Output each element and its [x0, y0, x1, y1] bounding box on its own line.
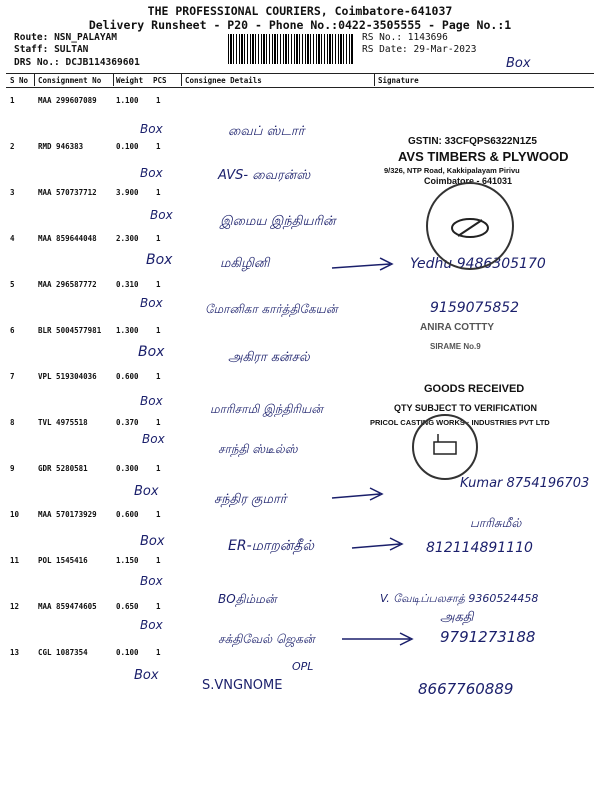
row-weight: 0.300: [116, 464, 139, 473]
row-weight: 0.100: [116, 648, 139, 657]
col-header-sno: S No: [10, 76, 29, 85]
row-weight: 0.310: [116, 280, 139, 289]
row-sno: 12: [10, 602, 20, 611]
row-weight: 0.100: [116, 142, 139, 151]
col-divider: [34, 74, 35, 86]
row-pcs: 1: [156, 234, 161, 243]
row-consignment: MAA 296587772: [38, 280, 97, 289]
arrow-icon: [350, 530, 410, 560]
row-pcs: 1: [156, 280, 161, 289]
row-sno: 5: [10, 280, 15, 289]
factory-icon: [414, 416, 476, 478]
row-consignee-name: சக்திவேல் ஜெகன்: [218, 632, 315, 646]
table-row: [0, 602, 600, 648]
row-pcs: 1: [156, 372, 161, 381]
table-row: [0, 280, 600, 326]
row-consignee-name: மகிழினி: [220, 256, 270, 271]
row-consignee-name: வைப் ஸ்டார்: [228, 124, 305, 139]
row-consignment: MAA 859474605: [38, 602, 97, 611]
row-signature: V. வேடிப்பலசாத் 9360524458: [380, 592, 539, 605]
row-consignee-name: BOதிம்மன்: [218, 592, 277, 606]
row-box-note: Box: [140, 296, 163, 310]
col-header-consignee: Consignee Details: [185, 76, 262, 85]
row-pcs: 1: [156, 142, 161, 151]
route-line: [14, 32, 117, 43]
row-sno: 4: [10, 234, 15, 243]
goods-received-stamp: GOODS RECEIVED: [424, 383, 525, 395]
row-consignment: CGL 1087354: [38, 648, 88, 657]
round-seal-top: [426, 182, 514, 270]
row-pcs: 1: [156, 418, 161, 427]
row-box-note: Box: [142, 432, 165, 446]
row-box-note: Box: [140, 618, 163, 632]
row-signature: 9159075852: [430, 300, 520, 316]
row-pcs: 1: [156, 464, 161, 473]
row-signature: 812114891110: [426, 540, 533, 556]
col-divider: [181, 74, 182, 86]
rs-date-line: [362, 44, 476, 55]
row-sno: 11: [10, 556, 20, 565]
row-box-note: Box: [134, 484, 159, 499]
row-consignee-name: சந்திர குமார்: [214, 492, 287, 507]
row-consignment: MAA 299607089: [38, 96, 97, 105]
table-row: [0, 326, 600, 372]
row-box-note: Box: [140, 122, 163, 136]
row-consignment: MAA 570737712: [38, 188, 97, 197]
row10-extra-note: பாரிசுமீல்: [470, 516, 522, 530]
avs-name-stamp: AVS TIMBERS & PLYWOOD: [398, 149, 569, 164]
drs-label: DRS No.:: [14, 57, 60, 68]
row-box-note: Box: [140, 574, 163, 588]
row-consignee-name: S.VNGNOME: [202, 678, 283, 693]
row-box-note: Box: [150, 208, 173, 222]
row-sno: 10: [10, 510, 20, 519]
staff-value: SULTAN: [54, 44, 89, 55]
row-weight: 1.300: [116, 326, 139, 335]
avs-address-line2: Coimbatore - 641031: [424, 176, 513, 186]
row-box-note: Box: [146, 252, 173, 268]
row-weight: 1.150: [116, 556, 139, 565]
row-box-note: Box: [140, 534, 165, 549]
gstin-stamp: GSTIN: 33CFQPS6322N1Z5: [408, 136, 537, 147]
row-box-note: Box: [140, 394, 163, 408]
row12-extra-note: அகதி: [440, 610, 474, 625]
row-consignee-name: இமைய இந்தியரின்: [220, 214, 336, 229]
rs-no-line: [362, 32, 448, 43]
row-signature: 8667760889: [418, 680, 514, 698]
drs-value: DCJB114369601: [65, 57, 140, 68]
tool-icon: [428, 184, 512, 268]
route-value: NSN_PALAYAM: [54, 32, 117, 43]
barcode: [228, 34, 354, 64]
row-sno: 6: [10, 326, 15, 335]
row-consignee-name: ER-மாறன்தீல்: [228, 538, 315, 554]
castings-stamp: PRICOL CASTING WORKS · INDUSTRIES PVT LTD: [370, 418, 550, 427]
row-consignment: BLR 5004577981: [38, 326, 102, 335]
row-consignee-name: அகிரா கன்சல்: [228, 350, 310, 365]
rs-date-label: RS Date:: [362, 44, 408, 55]
arrow-icon: [340, 625, 420, 655]
top-box-note: Box: [506, 56, 531, 71]
route-label: Route:: [14, 32, 49, 43]
row-consignment: MAA 859644048: [38, 234, 97, 243]
row-signature: Kumar 8754196703: [460, 476, 590, 491]
round-seal-bottom: [412, 414, 478, 480]
row-signature: Yedhu 9486305170: [410, 256, 546, 272]
row-weight: 1.100: [116, 96, 139, 105]
rs-no-value: 1143696: [407, 32, 448, 43]
row-pcs: 1: [156, 326, 161, 335]
row-sno: 2: [10, 142, 15, 151]
anira-stamp: ANIRA COTTTY: [420, 322, 495, 333]
row-consignment: GDR 5280581: [38, 464, 88, 473]
row-weight: 2.300: [116, 234, 139, 243]
header-bottom-rule: [6, 87, 594, 88]
table-row: [0, 464, 600, 510]
row-consignment: VPL 519304036: [38, 372, 97, 381]
row-consignee-name: AVS- வைரன்ஸ்: [218, 168, 311, 183]
rs-date-value: 29-Mar-2023: [413, 44, 477, 55]
company-title: THE PROFESSIONAL COURIERS, Coimbatore-641037: [147, 4, 453, 18]
arrow-icon: [330, 250, 400, 280]
opl-note: OPL: [292, 660, 314, 673]
row-sno: 7: [10, 372, 15, 381]
avs-address-line1: 9/326, NTP Road, Kakkipalayam Pirivu: [384, 166, 520, 175]
runsheet-title: Delivery Runsheet - P20 - Phone No.:0422-3505555 - Page No.:1: [88, 18, 512, 32]
row-sno: 9: [10, 464, 15, 473]
row-weight: 0.650: [116, 602, 139, 611]
sirame-stamp: SIRAME No.9: [430, 342, 481, 351]
col-header-pcs: PCS: [153, 76, 167, 85]
row-sno: 8: [10, 418, 15, 427]
row-consignment: POL 1545416: [38, 556, 88, 565]
row-box-note: Box: [134, 668, 159, 683]
col-divider: [374, 74, 375, 86]
row-pcs: 1: [156, 188, 161, 197]
row-box-note: Box: [140, 166, 163, 180]
row-consignment: MAA 570173929: [38, 510, 97, 519]
row-pcs: 1: [156, 556, 161, 565]
arrow-icon: [330, 480, 390, 510]
rs-no-label: RS No.:: [362, 32, 403, 43]
row-weight: 0.370: [116, 418, 139, 427]
row-consignee-name: மாரிசாமி இந்திரியன்: [210, 402, 323, 416]
col-divider: [113, 74, 114, 86]
staff-label: Staff:: [14, 44, 49, 55]
row-weight: 3.900: [116, 188, 139, 197]
row-pcs: 1: [156, 510, 161, 519]
staff-line: [14, 44, 88, 55]
row-weight: 0.600: [116, 372, 139, 381]
row-pcs: 1: [156, 602, 161, 611]
row-signature: 9791273188: [440, 628, 536, 646]
row-pcs: 1: [156, 648, 161, 657]
row-sno: 13: [10, 648, 20, 657]
row-weight: 0.600: [116, 510, 139, 519]
header-top-rule: [6, 73, 594, 74]
col-header-signature: Signature: [378, 76, 419, 85]
row-sno: 3: [10, 188, 15, 197]
col-header-weight: Weight: [116, 76, 144, 85]
row-box-note: Box: [138, 344, 165, 360]
col-header-consignment: Consignment No: [38, 76, 102, 85]
row-consignee-name: சாந்தி ஸ்டீல்ஸ்: [218, 442, 298, 456]
row-consignment: TVL 4975518: [38, 418, 88, 427]
drs-line: [14, 57, 140, 68]
row-consignment: RMD 946383: [38, 142, 84, 151]
row-sno: 1: [10, 96, 15, 105]
row-consignee-name: மோனிகா கார்த்திகேயன்: [205, 302, 338, 316]
table-row: [0, 556, 600, 606]
qty-verification-stamp: QTY SUBJECT TO VERIFICATION: [394, 403, 538, 413]
row-pcs: 1: [156, 96, 161, 105]
